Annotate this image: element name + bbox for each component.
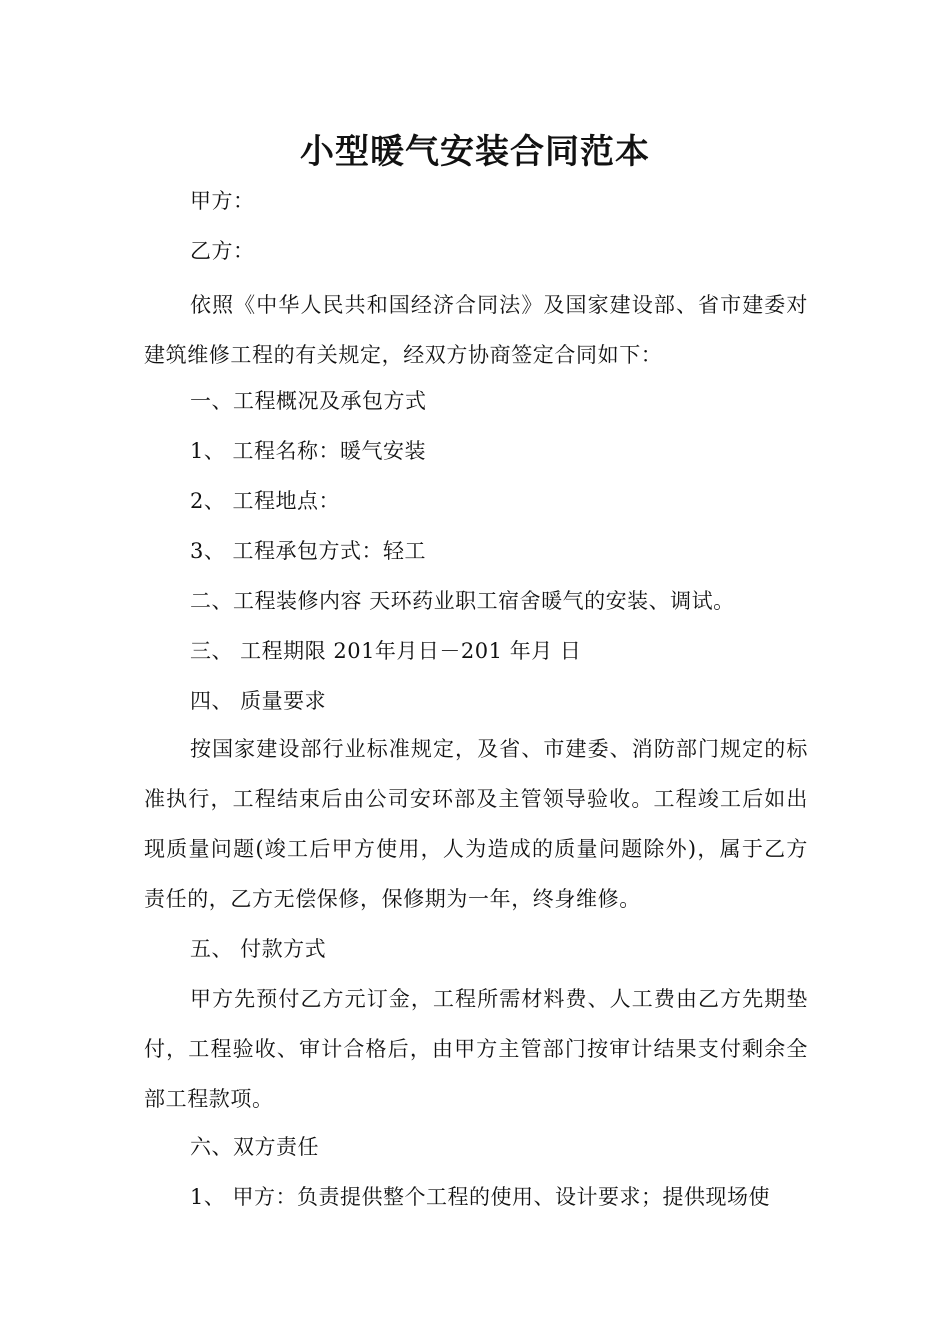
document-title: 小型暖气安装合同范本 — [300, 132, 650, 172]
section-4-paragraph: 按国家建设部行业标准规定，及省、市建委、消防部门规定的标准执行，工程结束后由公司安环部及主管领导验收。工程竣工后如出现质量问题(竣工后甲方使用，人为造成的质量问题除外)，属于乙方责任的，乙方无偿保修，保修期为一年，终身维修。 — [144, 737, 808, 911]
section-5-heading: 五、 付款方式 — [190, 937, 327, 961]
section-1-heading: 一、工程概况及承包方式 — [190, 389, 427, 413]
section-3-line: 三、 工程期限 201年月日－201 年月 日 — [190, 639, 582, 663]
section-1-item-1: 1、 工程名称：暖气安装 — [190, 439, 427, 463]
party-a-line: 甲方： — [190, 189, 255, 213]
intro-paragraph: 依照《中华人民共和国经济合同法》及国家建设部、省市建委对建筑维修工程的有关规定，经双方协商签定合同如下： — [144, 293, 808, 367]
section-6-item-1: 1、 甲方：负责提供整个工程的使用、设计要求；提供现场使 — [190, 1185, 771, 1209]
section-2-line: 二、工程装修内容 天环药业职工宿舍暖气的安装、调试。 — [190, 589, 735, 613]
section-4-heading: 四、 质量要求 — [190, 689, 327, 713]
section-1-item-2: 2、 工程地点： — [190, 489, 341, 513]
section-5-paragraph: 甲方先预付乙方元订金，工程所需材料费、人工费由乙方先期垫付，工程验收、审计合格后，由甲方主管部门按审计结果支付剩余全部工程款项。 — [144, 987, 808, 1111]
party-b-line: 乙方： — [190, 239, 255, 263]
section-6-heading: 六、双方责任 — [190, 1135, 319, 1159]
section-1-item-3: 3、 工程承包方式：轻工 — [190, 539, 427, 563]
